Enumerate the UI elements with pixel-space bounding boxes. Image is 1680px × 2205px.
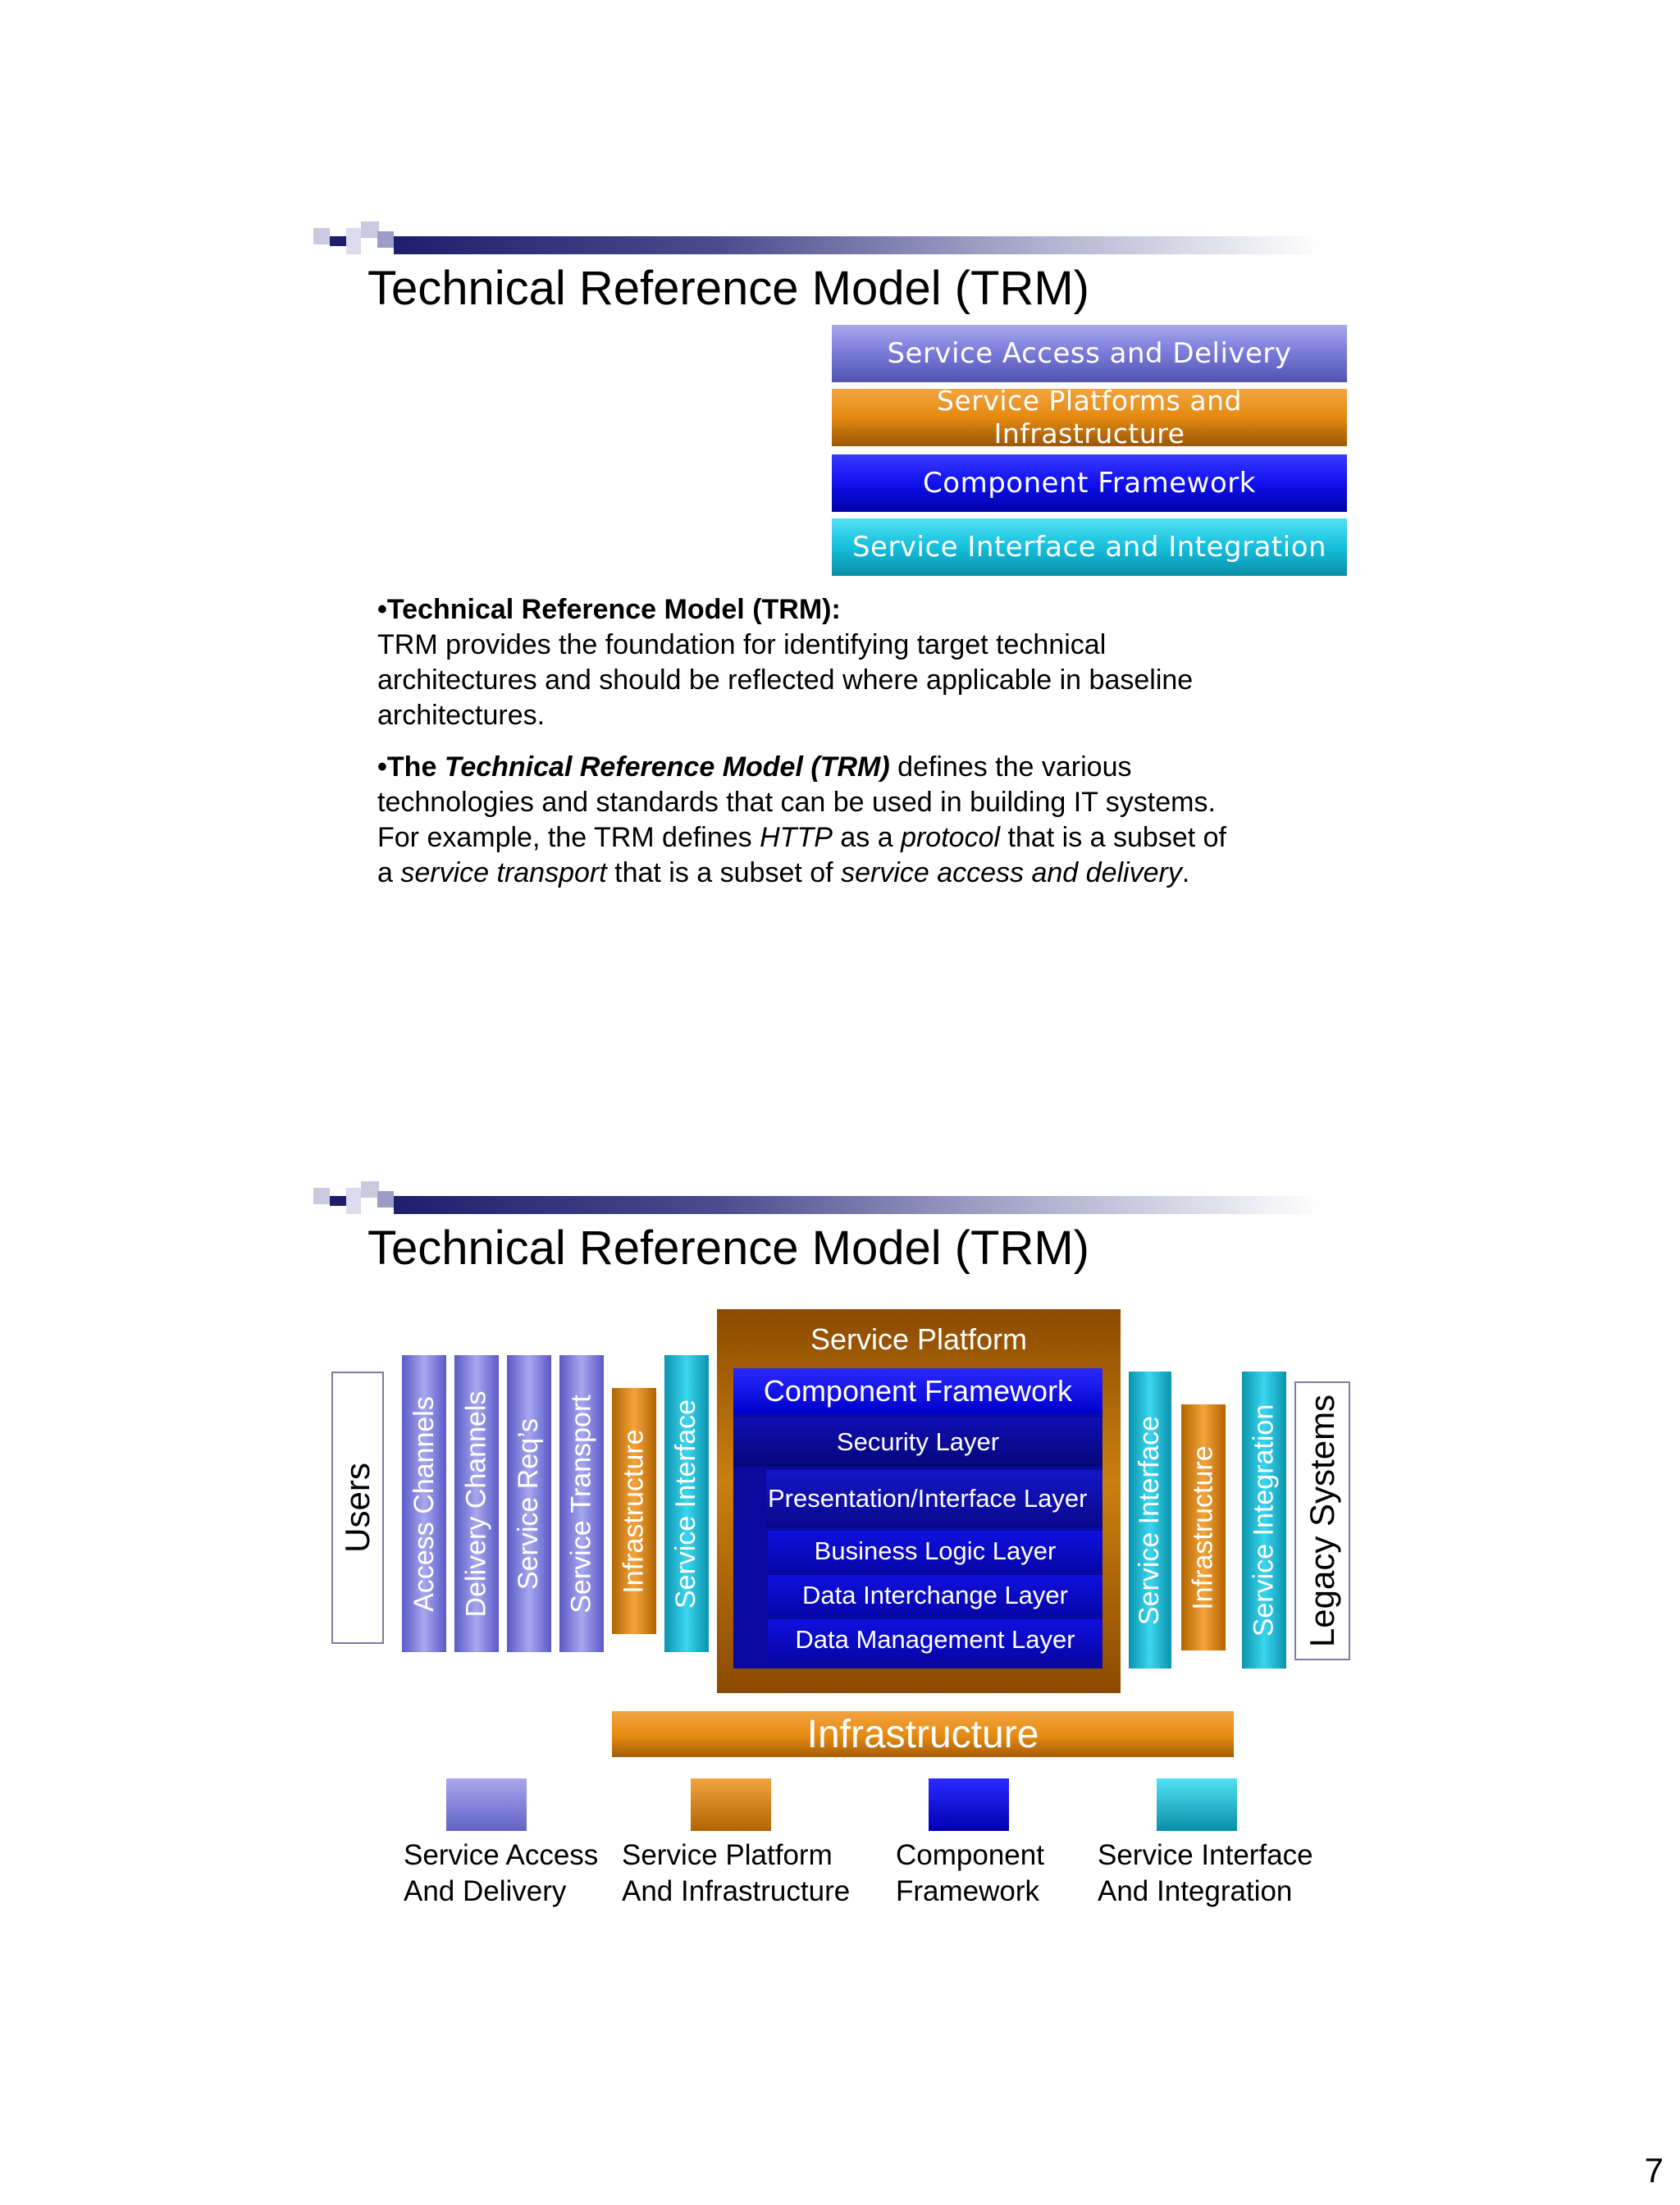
paragraph-body: TRM provides the foundation for identifying target technical architectures and should be reflected where applicable in baseline architectures. [377, 629, 1194, 731]
bar-service-transport [559, 1355, 604, 1652]
legend-swatch-service-access [446, 1778, 527, 1831]
data-interchange-layer: Data Interchange Layer [768, 1575, 1102, 1616]
legend-line: Service Access [404, 1839, 599, 1871]
term-emphasis: protocol [901, 822, 1001, 853]
text-run: The [386, 751, 445, 783]
component-framework-title: Component Framework [733, 1368, 1102, 1414]
business-logic-layer: Business Logic Layer [768, 1531, 1102, 1572]
legend-label-service-interface [1098, 1838, 1313, 1910]
text-run: as a [832, 822, 902, 853]
text-run: defines the various technologies and standards that can be used in building IT systems. For example, the TRM defines [377, 751, 1216, 853]
bullet: • [377, 751, 387, 783]
legend-label-component-framework [896, 1838, 1044, 1910]
bar-service-interface-right [1129, 1372, 1171, 1669]
paragraph-trm-definition [377, 592, 1247, 733]
service-platform-box [717, 1309, 1121, 1693]
header-square-decoration [346, 228, 361, 254]
legend-label-service-platform [622, 1838, 850, 1910]
bar-label: Infrastructure [618, 1428, 650, 1594]
component-framework-box [733, 1368, 1102, 1669]
legend-line: And Delivery [404, 1875, 567, 1907]
text-run: that is a subset of a [377, 822, 1226, 888]
header-square-decoration [377, 231, 394, 248]
bar-label: Service Interface [1134, 1415, 1166, 1625]
bar-label: Service Transport [565, 1394, 597, 1614]
legend-swatch-service-interface [1157, 1778, 1237, 1831]
presentation-interface-layer: Presentation/Interface Layer [766, 1470, 1102, 1527]
bar-delivery-channels [454, 1355, 499, 1652]
header-square-decoration [313, 228, 330, 244]
legend-line: Component [896, 1839, 1044, 1871]
slide-title: Technical Reference Model (TRM) [368, 1221, 1089, 1275]
bar-infrastructure-left [612, 1388, 656, 1634]
users-box [331, 1372, 384, 1644]
bar-label: Access Channels [408, 1395, 440, 1612]
header-gradient-bar [394, 236, 1321, 254]
header-square-decoration [330, 1196, 346, 1206]
layer-service-interface-integration [832, 518, 1347, 576]
infrastructure-bar: Infrastructure [612, 1711, 1234, 1757]
paragraph-trm-description [377, 750, 1247, 891]
legend-line: Service Platform [622, 1839, 833, 1871]
layer-label: Service Access and Delivery [887, 337, 1292, 370]
header-square-decoration [361, 221, 379, 238]
layer-component-framework [832, 454, 1347, 512]
layer-label: Component Framework [923, 467, 1256, 500]
bar-service-interface-left [664, 1355, 709, 1652]
bar-label: Legacy Systems [1303, 1394, 1342, 1648]
paragraph-heading: Technical Reference Model (TRM): [386, 594, 841, 625]
bar-service-reqs [507, 1355, 551, 1652]
legend-line: And Integration [1098, 1875, 1293, 1907]
term-emphasis: service access and delivery [841, 857, 1182, 888]
layer-label: Service Platforms and Infrastructure [937, 385, 1242, 450]
text-run: that is a subset of [606, 857, 842, 888]
page-number: 7 [1644, 2151, 1664, 2189]
slide-1 [313, 221, 1380, 1165]
text-run: . [1181, 857, 1190, 888]
legend-line: And Infrastructure [622, 1875, 851, 1907]
header-square-decoration [361, 1181, 379, 1198]
slide-2 [313, 1181, 1380, 2125]
bar-infrastructure-right [1181, 1404, 1226, 1650]
term-emphasis: service transport [400, 857, 607, 888]
bullet: • [377, 594, 387, 625]
bar-service-integration [1242, 1372, 1286, 1669]
header-gradient-bar [394, 1196, 1321, 1214]
bar-label: Service Req’s [513, 1418, 545, 1590]
legend-line: Framework [896, 1875, 1040, 1907]
bar-label: Service Interface [670, 1399, 702, 1609]
term-emphasis: HTTP [760, 822, 833, 853]
layer-service-access-delivery [832, 325, 1347, 382]
header-square-decoration [330, 236, 346, 246]
layer-service-platforms-infrastructure [832, 385, 1347, 450]
bar-label: Users [338, 1463, 377, 1553]
bar-label: Infrastructure [1187, 1445, 1219, 1610]
header-square-decoration [377, 1191, 394, 1208]
bar-label: Delivery Channels [460, 1390, 492, 1617]
header-square-decoration [313, 1188, 330, 1204]
data-management-layer: Data Management Layer [768, 1619, 1102, 1660]
header-square-decoration [346, 1188, 361, 1214]
bar-label: Service Integration [1248, 1404, 1280, 1637]
legend-swatch-service-platform [691, 1778, 771, 1831]
legacy-systems-box [1294, 1381, 1350, 1660]
legend-label-service-access [404, 1838, 598, 1910]
legend-swatch-component-framework [929, 1778, 1009, 1831]
term-emphasis: Technical Reference Model (TRM) [444, 751, 890, 783]
security-layer: Security Layer [733, 1418, 1102, 1467]
service-platform-label: Service Platform [810, 1322, 1028, 1356]
layer-label: Service Interface and Integration [851, 531, 1327, 564]
slide-title: Technical Reference Model (TRM) [368, 262, 1089, 315]
bar-access-channels [402, 1355, 446, 1652]
legend-line: Service Interface [1098, 1839, 1313, 1871]
